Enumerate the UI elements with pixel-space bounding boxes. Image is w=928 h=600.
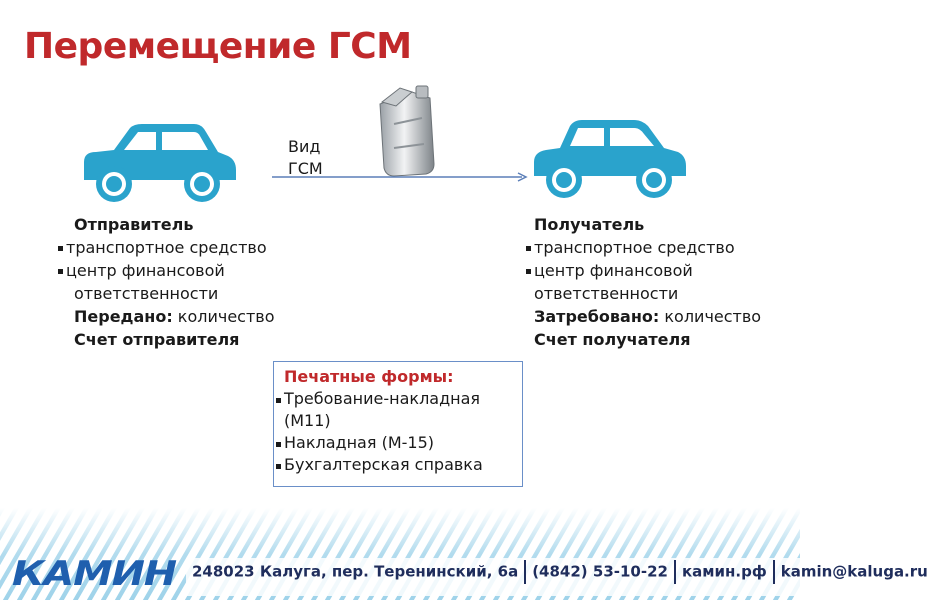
sender-item-fin-center-cont: ответственности xyxy=(74,284,219,303)
sender-item-fin-center: центр финансовой xyxy=(58,259,358,282)
sender-item-vehicle: транспортное средство xyxy=(58,236,358,259)
receiver-item-fin-center-cont: ответственности xyxy=(534,284,679,303)
footer-separator xyxy=(524,560,526,584)
page-title: Перемещение ГСМ xyxy=(24,26,412,67)
printed-forms-heading: Печатные формы: xyxy=(284,367,454,386)
sender-heading: Отправитель xyxy=(74,215,194,234)
footer-site-link[interactable]: камин.рф xyxy=(681,562,767,581)
receiver-block xyxy=(526,213,806,351)
printed-forms-box xyxy=(273,361,523,487)
receiver-quantity xyxy=(526,305,806,328)
receiver-item-vehicle: транспортное средство xyxy=(526,236,806,259)
sender-quantity-label: Передано: xyxy=(74,307,173,326)
footer-contacts xyxy=(192,560,928,584)
sender-account: Счет отправителя xyxy=(74,330,240,349)
receiver-account: Счет получателя xyxy=(534,330,691,349)
kamin-logo xyxy=(10,554,180,594)
footer-separator xyxy=(674,560,676,584)
kamin-logo-text: КАМИН xyxy=(12,554,177,594)
receiver-car-icon xyxy=(530,118,690,202)
fuel-type-line2: ГСМ xyxy=(288,159,323,178)
footer-separator xyxy=(773,560,775,584)
sender-quantity-text: количество xyxy=(172,307,275,326)
fuel-canister-icon xyxy=(372,84,440,178)
fuel-type-line1: Вид xyxy=(288,137,321,156)
receiver-quantity-text: количество xyxy=(659,307,762,326)
sender-block xyxy=(58,213,358,351)
form-item-requisition: Требование-накладная xyxy=(274,388,522,410)
footer-phone[interactable]: (4842) 53-10-22 xyxy=(532,562,668,581)
sender-car-icon xyxy=(78,122,238,206)
form-item-requisition-code: (М11) xyxy=(284,411,331,430)
footer-email-link[interactable]: kamin@kaluga.ru xyxy=(780,562,928,581)
receiver-heading: Получатель xyxy=(534,215,645,234)
receiver-quantity-label: Затребовано: xyxy=(534,307,660,326)
form-item-accounting-note: Бухгалтерская справка xyxy=(274,454,522,476)
form-item-waybill: Накладная (М-15) xyxy=(274,432,522,454)
footer-address: 248023 Калуга, пер. Теренинский, 6а xyxy=(192,562,519,581)
fuel-type-label xyxy=(288,136,348,180)
sender-quantity xyxy=(58,305,358,328)
receiver-item-fin-center: центр финансовой xyxy=(526,259,806,282)
